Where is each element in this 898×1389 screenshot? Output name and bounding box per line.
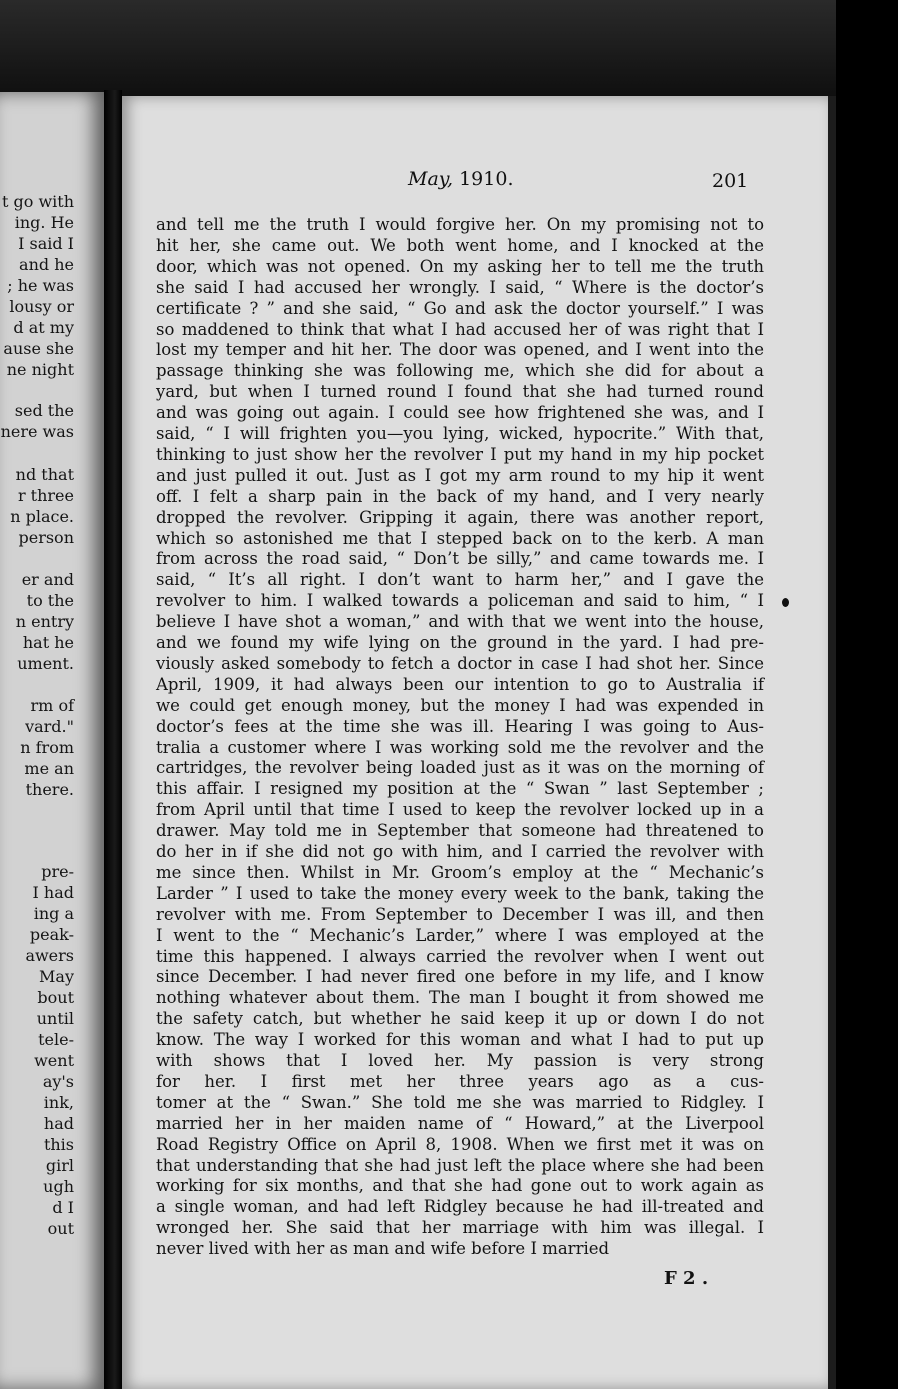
fragment-line: hat he xyxy=(22,633,74,652)
fragment-line: n entry xyxy=(15,612,74,631)
text-line: thinking to just show her the revolver I put my hand in my hip pocket xyxy=(156,444,764,464)
text-line: hit her, she came out. We both went home, and I knocked at the xyxy=(156,235,764,255)
text-line: the safety catch, but whether he said keep it up or down I do not xyxy=(156,1009,764,1029)
text-line: so maddened to think that what I had accused her of was right that I xyxy=(156,319,764,339)
text-line: drawer. May told me in September that someone had threatened to xyxy=(156,821,764,841)
fragment-line: pre- xyxy=(41,862,74,881)
text-line: which so astonished me that I stepped back on to the kerb. A man xyxy=(156,528,764,548)
fragment-line: n place. xyxy=(10,507,74,526)
book-gutter xyxy=(104,90,122,1389)
text-line: and we found my wife lying on the ground in the yard. I had pre- xyxy=(156,633,764,652)
fragment-line: ; he was xyxy=(7,276,74,295)
text-line: and was going out again. I could see how frightened she was, and I xyxy=(156,403,764,423)
fragment-line: had xyxy=(43,1114,74,1133)
fragment-line: vard." xyxy=(25,717,74,736)
fragment-line: ing. He xyxy=(14,213,74,232)
fragment-line: d I xyxy=(52,1198,74,1217)
text-line: lost my temper and hit her. The door was opened, and I went into the xyxy=(156,340,764,360)
fragment-line: went xyxy=(34,1051,74,1070)
text-line: yard, but when I turned round I found that she had turned round xyxy=(156,382,764,402)
text-line: never lived with her as man and wife before I married xyxy=(156,1239,610,1259)
previous-page-fragment xyxy=(0,92,104,1389)
text-line: me since then. Whilst in Mr. Groom’s employ at the “ Mechanic’s xyxy=(156,862,764,882)
text-line: she said I had accused her wrongly. I said, “ Where is the doctor’s xyxy=(156,277,764,297)
fragment-line: May xyxy=(39,967,74,986)
text-line: door, which was not opened. On my asking her to tell me the truth xyxy=(156,256,764,276)
text-line: married her in her maiden name of “ Howard,” at the Liverpool xyxy=(156,1113,764,1133)
text-line: time this happened. I always carried the revolver when I went out xyxy=(156,946,764,966)
text-line: with shows that I loved her. My passion is very strong xyxy=(156,1051,764,1070)
fragment-line: lousy or xyxy=(9,297,74,316)
text-line: Larder ” I used to take the money every week to the bank, taking the xyxy=(156,883,764,903)
text-line: cartridges, the revolver being loaded just as it was on the morning of xyxy=(156,758,764,778)
running-head-month: May, xyxy=(408,168,454,190)
page-number: 201 xyxy=(712,170,749,192)
fragment-line: there. xyxy=(25,780,74,799)
text-line: for her. I first met her three years ago as a cus- xyxy=(156,1071,764,1091)
fragment-line: nd that xyxy=(15,465,74,484)
text-line: tomer at the “ Swan.” She told me she was married to Ridgley. I xyxy=(156,1092,764,1112)
fragment-line: sed the xyxy=(14,401,74,420)
text-line: passage thinking she was following me, which she did for about a xyxy=(156,361,764,381)
text-line: certificate ? ” and she said, “ Go and ask the doctor yourself.” I was xyxy=(156,298,764,318)
running-head-year: 1910. xyxy=(459,168,514,190)
page-edge xyxy=(828,96,836,1389)
ink-spot xyxy=(782,598,789,607)
fragment-line: awers xyxy=(25,946,74,965)
text-line: and just pulled it out. Just as I got my arm round to my hip it went xyxy=(156,465,764,485)
text-line: working for six months, and that she had gone out to work again as xyxy=(156,1176,764,1196)
text-line: viously asked somebody to fetch a doctor in case I had shot her. Since xyxy=(156,653,764,673)
text-line: wronged her. She said that her marriage with him was illegal. I xyxy=(156,1218,764,1238)
text-line: since December. I had never fired one before in my life, and I know xyxy=(156,967,764,987)
fragment-line: ause she xyxy=(3,339,74,358)
fragment-line: r three xyxy=(17,486,74,505)
text-line: said, “ I will frighten you—you lying, wicked, hypocrite.” With that, xyxy=(156,424,764,443)
fragment-line: until xyxy=(36,1009,74,1028)
text-line: from across the road said, “ Don’t be silly,” and came towards me. I xyxy=(156,549,764,569)
fragment-line: ugh xyxy=(43,1177,74,1196)
text-line: that understanding that she had just left the place where she had been xyxy=(156,1155,764,1175)
fragment-line: nere was xyxy=(0,422,74,441)
fragment-line: this xyxy=(43,1135,74,1154)
text-line: off. I felt a sharp pain in the back of my hand, and I very nearly xyxy=(156,486,764,506)
dark-margin xyxy=(836,0,898,1389)
fragment-line: er and xyxy=(21,570,74,589)
text-line: Road Registry Office on April 8, 1908. When we first met it was on xyxy=(156,1134,764,1154)
fragment-line: I had xyxy=(32,883,74,902)
fragment-line: me an xyxy=(24,759,74,778)
text-line: nothing whatever about them. The man I bought it from showed me xyxy=(156,988,764,1008)
running-head xyxy=(408,168,514,190)
fragment-line: n from xyxy=(20,738,74,757)
fragment-line: tele- xyxy=(38,1030,74,1049)
text-line: believe I have shot a woman,” and with that we went into the house, xyxy=(156,612,764,632)
text-line: and tell me the truth I would forgive her. On my promising not to xyxy=(156,215,764,234)
text-line: from April until that time I used to keep the revolver locked up in a xyxy=(156,800,764,820)
fragment-line: peak- xyxy=(29,925,74,944)
text-line: revolver to him. I walked towards a policeman and said to him, “ I xyxy=(156,591,764,611)
text-line: know. The way I worked for this woman and what I had to put up xyxy=(156,1030,764,1050)
fragment-line: ne night xyxy=(6,360,74,379)
fragment-line: rm of xyxy=(30,696,74,715)
text-line: we could get enough money, but the money I had was expended in xyxy=(156,695,764,715)
fragment-line: I said I xyxy=(18,234,74,253)
text-line: said, “ It’s all right. I don’t want to harm her,” and I gave the xyxy=(156,570,764,590)
text-line: I went to the “ Mechanic’s Larder,” where I was employed at the xyxy=(156,925,764,945)
text-line: revolver with me. From September to December I was ill, and then xyxy=(156,904,764,924)
fragment-line: person xyxy=(18,528,74,547)
text-line: tralia a customer where I was working sold me the revolver and the xyxy=(156,737,764,757)
fragment-line: out xyxy=(47,1219,74,1238)
fragment-line: bout xyxy=(37,988,74,1007)
fragment-line: ument. xyxy=(17,654,74,673)
fragment-line: ing a xyxy=(33,904,74,923)
text-line: doctor’s fees at the time she was ill. Hearing I was going to Aus- xyxy=(156,716,764,736)
fragment-line: and he xyxy=(19,255,74,274)
text-line: a single woman, and had left Ridgley because he had ill-treated and xyxy=(156,1197,764,1217)
fragment-line: girl xyxy=(45,1156,74,1175)
text-line: do her in if she did not go with him, and I carried the revolver with xyxy=(156,842,764,861)
text-line: this affair. I resigned my position at the “ Swan ” last September ; xyxy=(156,779,764,799)
signature-mark: F 2 . xyxy=(664,1268,709,1289)
fragment-line: ay's xyxy=(42,1072,74,1091)
fragment-line: to the xyxy=(26,591,74,610)
text-line: April, 1909, it had always been our intention to go to Australia if xyxy=(156,674,764,694)
fragment-line: d at my xyxy=(13,318,74,337)
fragment-line: t go with xyxy=(1,192,74,211)
fragment-line: ink, xyxy=(43,1093,74,1112)
text-line: dropped the revolver. Gripping it again, there was another report, xyxy=(156,507,764,527)
